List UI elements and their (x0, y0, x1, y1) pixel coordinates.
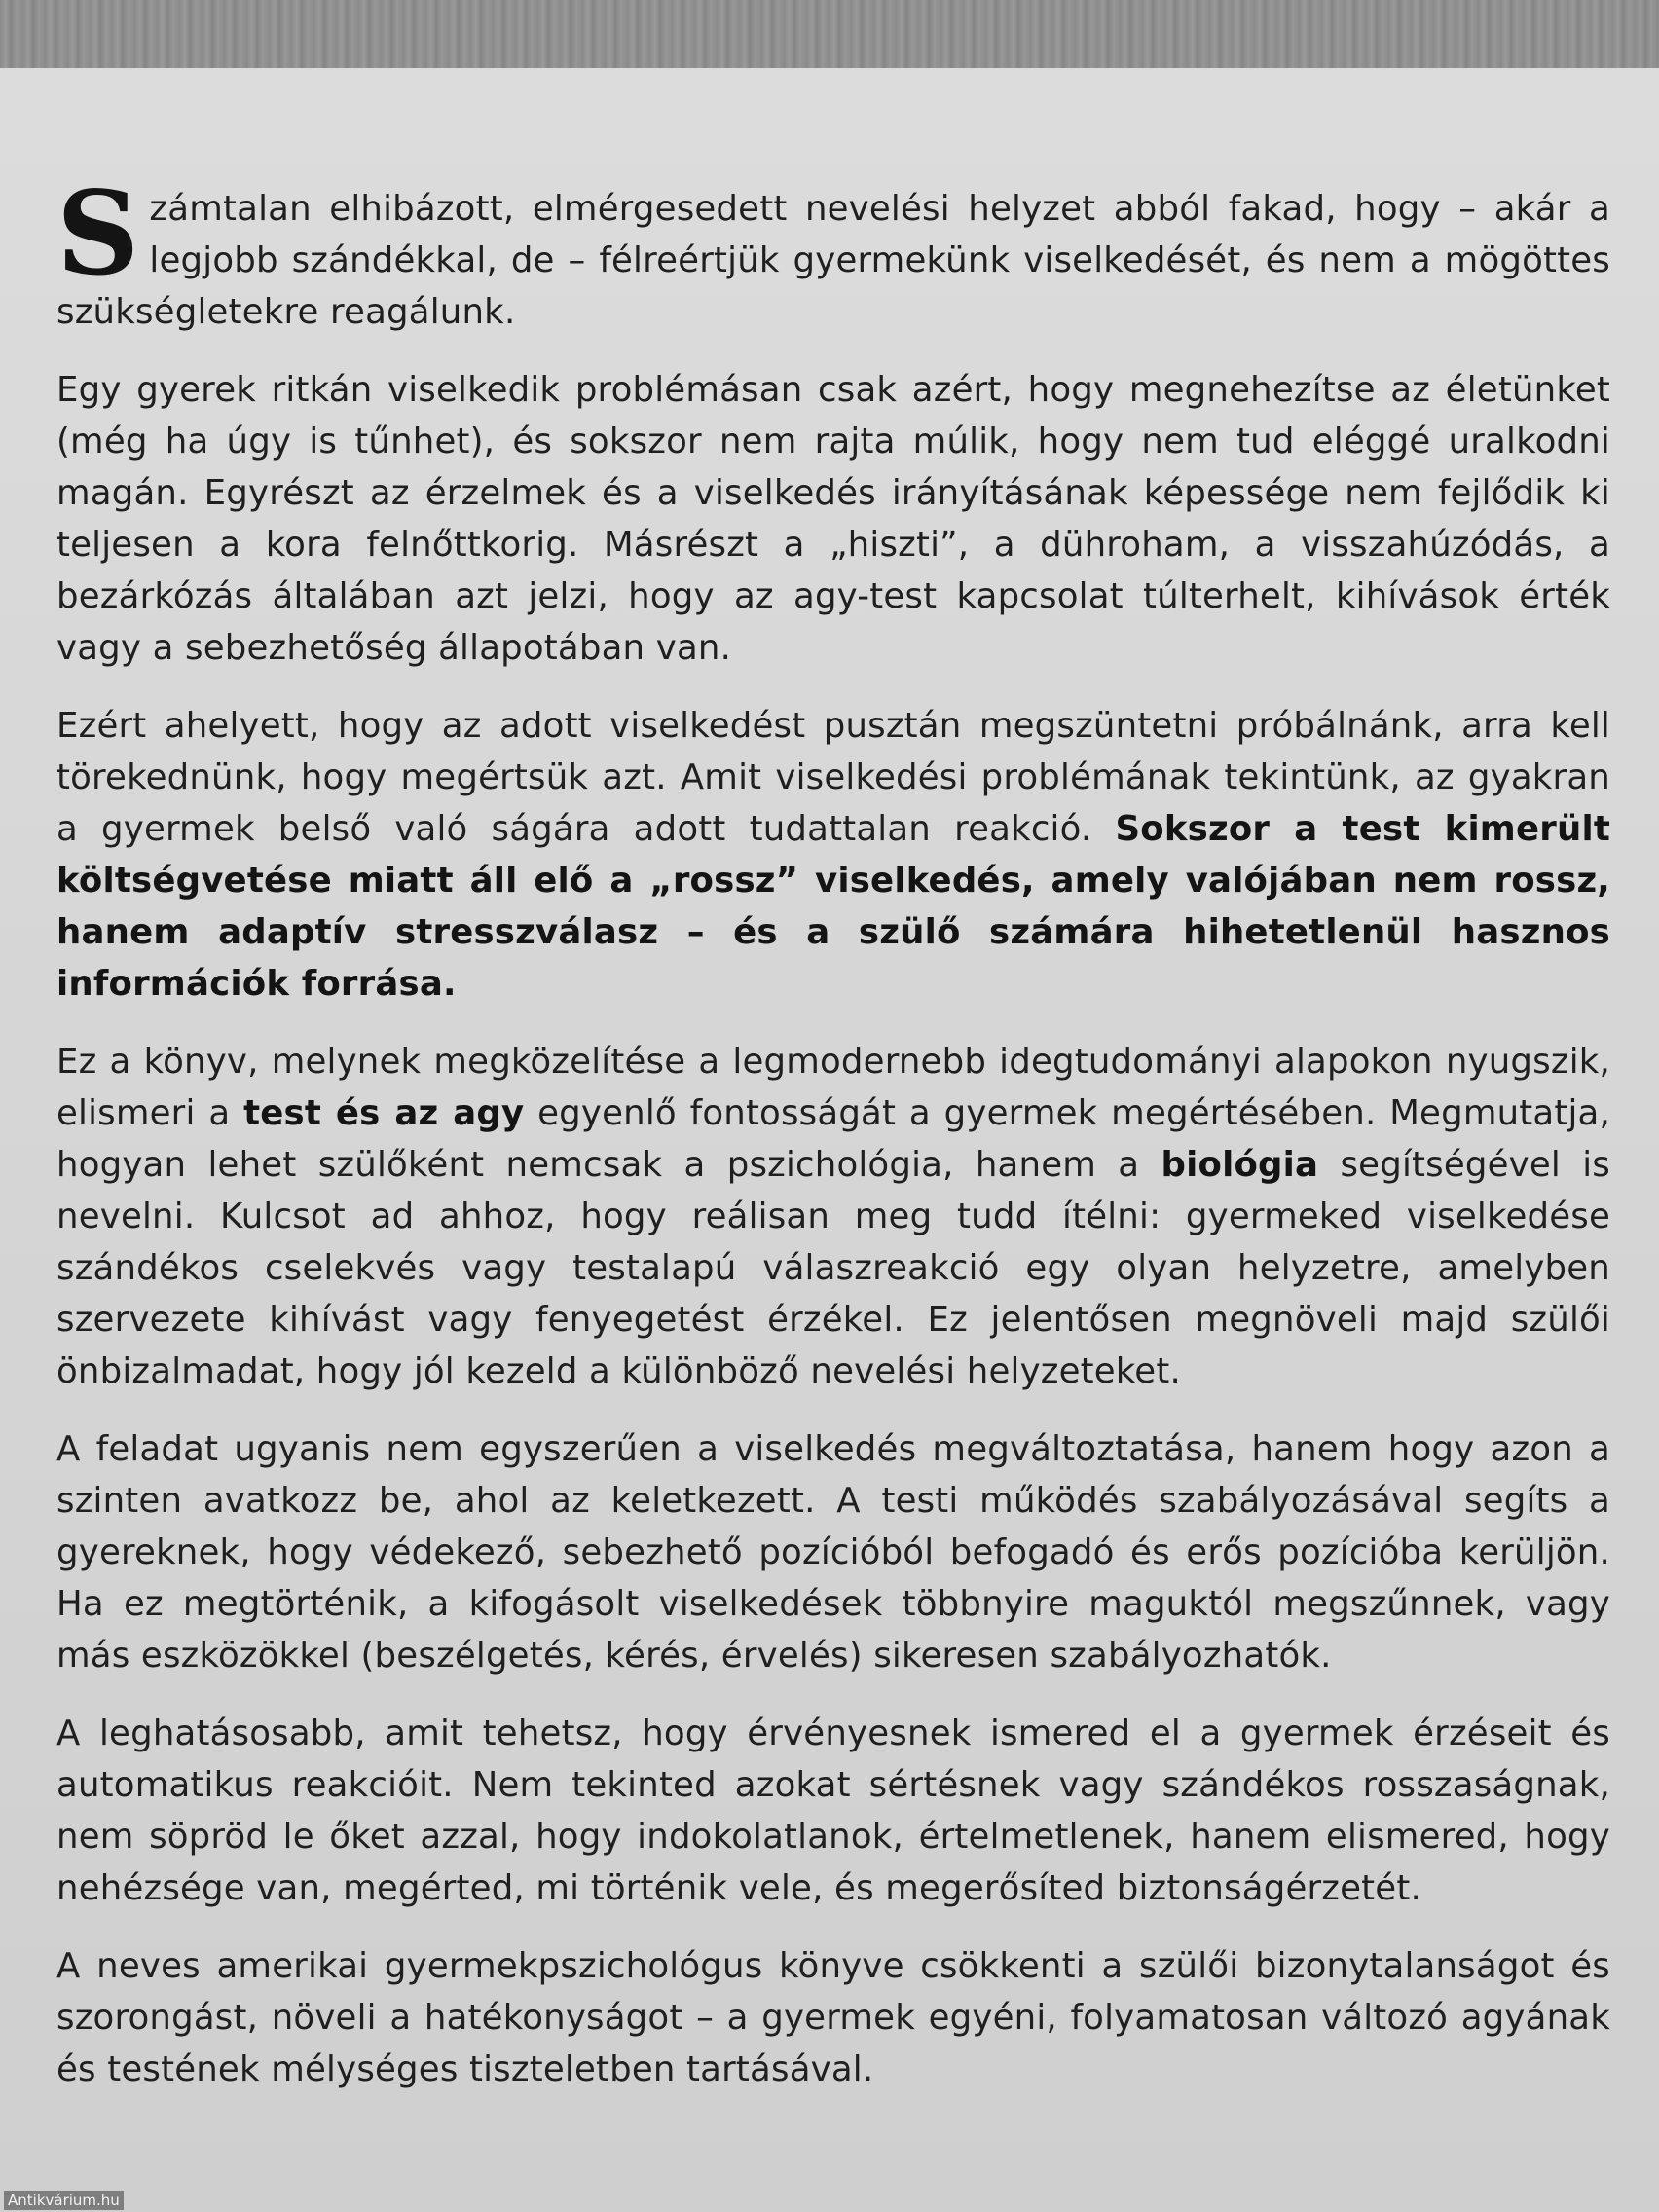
paragraph-4-emphasis-body-brain: test és az agy (243, 1093, 525, 1133)
background-strip (0, 0, 1659, 76)
paragraph-5 (56, 1423, 1610, 1681)
book-back-cover (0, 68, 1659, 2212)
paragraph-2-text: Egy gyerek ritkán viselkedik problémásan csak azért, hogy megnehezítse az életünket (még ha úgy is tűnhet), és sokszor nem rajta múlik, hogy nem tud eléggé uralkodni magán. Egyrészt az érzelmek és a viselkedés irányításának képessége nem fejlődik ki teljesen a kora felnőttkorig. Másrészt a „hiszti”, a dühroham, a visszahúzódás, a bezárkózás általában azt jelzi, hogy az agy-test kapcsolat túlterhelt, kihívások érték vagy a sebezhetőség állapotában van. (56, 370, 1610, 668)
paragraph-1-text: zámtalan elhibázott, elmérgesedett nevelési helyzet abból fakad, hogy – akár a legjobb szándékkal, de – félreértjük gyermekünk viselkedését, és nem a mögöttes szükségletekre reagálunk. (56, 189, 1610, 332)
paragraph-3-text: Ezért ahelyett, hogy az adott viselkedést pusztán megszüntetni próbálnánk, arra kell törekednünk, hogy megértsük azt. Amit viselkedési problémának tekintünk, az gyakran a gyermek belső való ságára adott tudattalan reakció. (56, 706, 1610, 849)
paragraph-3 (56, 700, 1610, 1010)
paragraph-4-text-a: Ez a könyv, melynek megközelítése a legmodernebb idegtudományi alapokon nyugszik, elismeri a (56, 1042, 1610, 1133)
paragraph-4-text-c: segítségével is nevelni. Kulcsot ad ahhoz, hogy reálisan meg tudd ítélni: gyermeked viselkedése szándékos cselekvés vagy testalapú válaszreakció egy olyan helyzetre, amelyben szervezete kihívást vagy fenyegetést érzékel. Ez jelentősen megnöveli majd szülői önbizalmadat, hogy jól kezeld a különböző nevelési helyzeteket. (56, 1145, 1610, 1391)
drop-cap: S (56, 166, 140, 301)
paragraph-1 (56, 166, 1610, 338)
blurb-text (56, 166, 1610, 2121)
paragraph-7 (56, 1940, 1610, 2095)
paragraph-5-text: A feladat ugyanis nem egyszerűen a viselkedés megváltoztatása, hanem hogy azon a szinten avatkozz be, ahol az keletkezett. A testi működés szabályozásával segíts a gyereknek, hogy védekező, sebezhető pozícióból befogadó és erős pozícióba kerüljön. Ha ez megtörténik, a kifogásolt viselkedések többnyire maguktól megszűnnek, vagy más eszközökkel (beszélgetés, kérés, érvelés) sikeresen szabályozhatók. (56, 1429, 1610, 1676)
paragraph-6 (56, 1708, 1610, 1914)
paragraph-6-text: A leghatásosabb, amit tehetsz, hogy érvényesnek ismered el a gyermek érzéseit és automatikus reakcióit. Nem tekinted azokat sértésnek vagy szándékos rosszaságnak, nem söpröd le őket azzal, hogy indokolatlanok, értelmetlenek, hanem elismered, hogy nehézsége van, megérted, mi történik vele, és megerősíted biztonságérzetét. (56, 1714, 1610, 1908)
watermark: Antikvárium.hu (4, 2191, 124, 2210)
paragraph-4-text-b: egyenlő fontosságát a gyermek megértésében. Megmutatja, hogyan lehet szülőként nemcsak a pszichológia, hanem a (56, 1093, 1610, 1185)
paragraph-2 (56, 364, 1610, 674)
paragraph-3-emphasis: Sokszor a test kimerült költségvetése miatt áll elő a „rossz” viselkedés, amely valójában nem rossz, hanem adaptív stresszválasz – és a szülő számára hihetetlenül hasznos információk forrása. (56, 809, 1610, 1004)
paragraph-7-text: A neves amerikai gyermekpszichológus könyve csökkenti a szülői bizonytalanságot és szorongást, növeli a hatékonyságot – a gyermek egyéni, folyamatosan változó agyának és testének mélységes tiszteletben tartásával. (56, 1946, 1610, 2089)
paragraph-4-emphasis-biology: biológia (1161, 1145, 1319, 1185)
paragraph-4 (56, 1036, 1610, 1397)
